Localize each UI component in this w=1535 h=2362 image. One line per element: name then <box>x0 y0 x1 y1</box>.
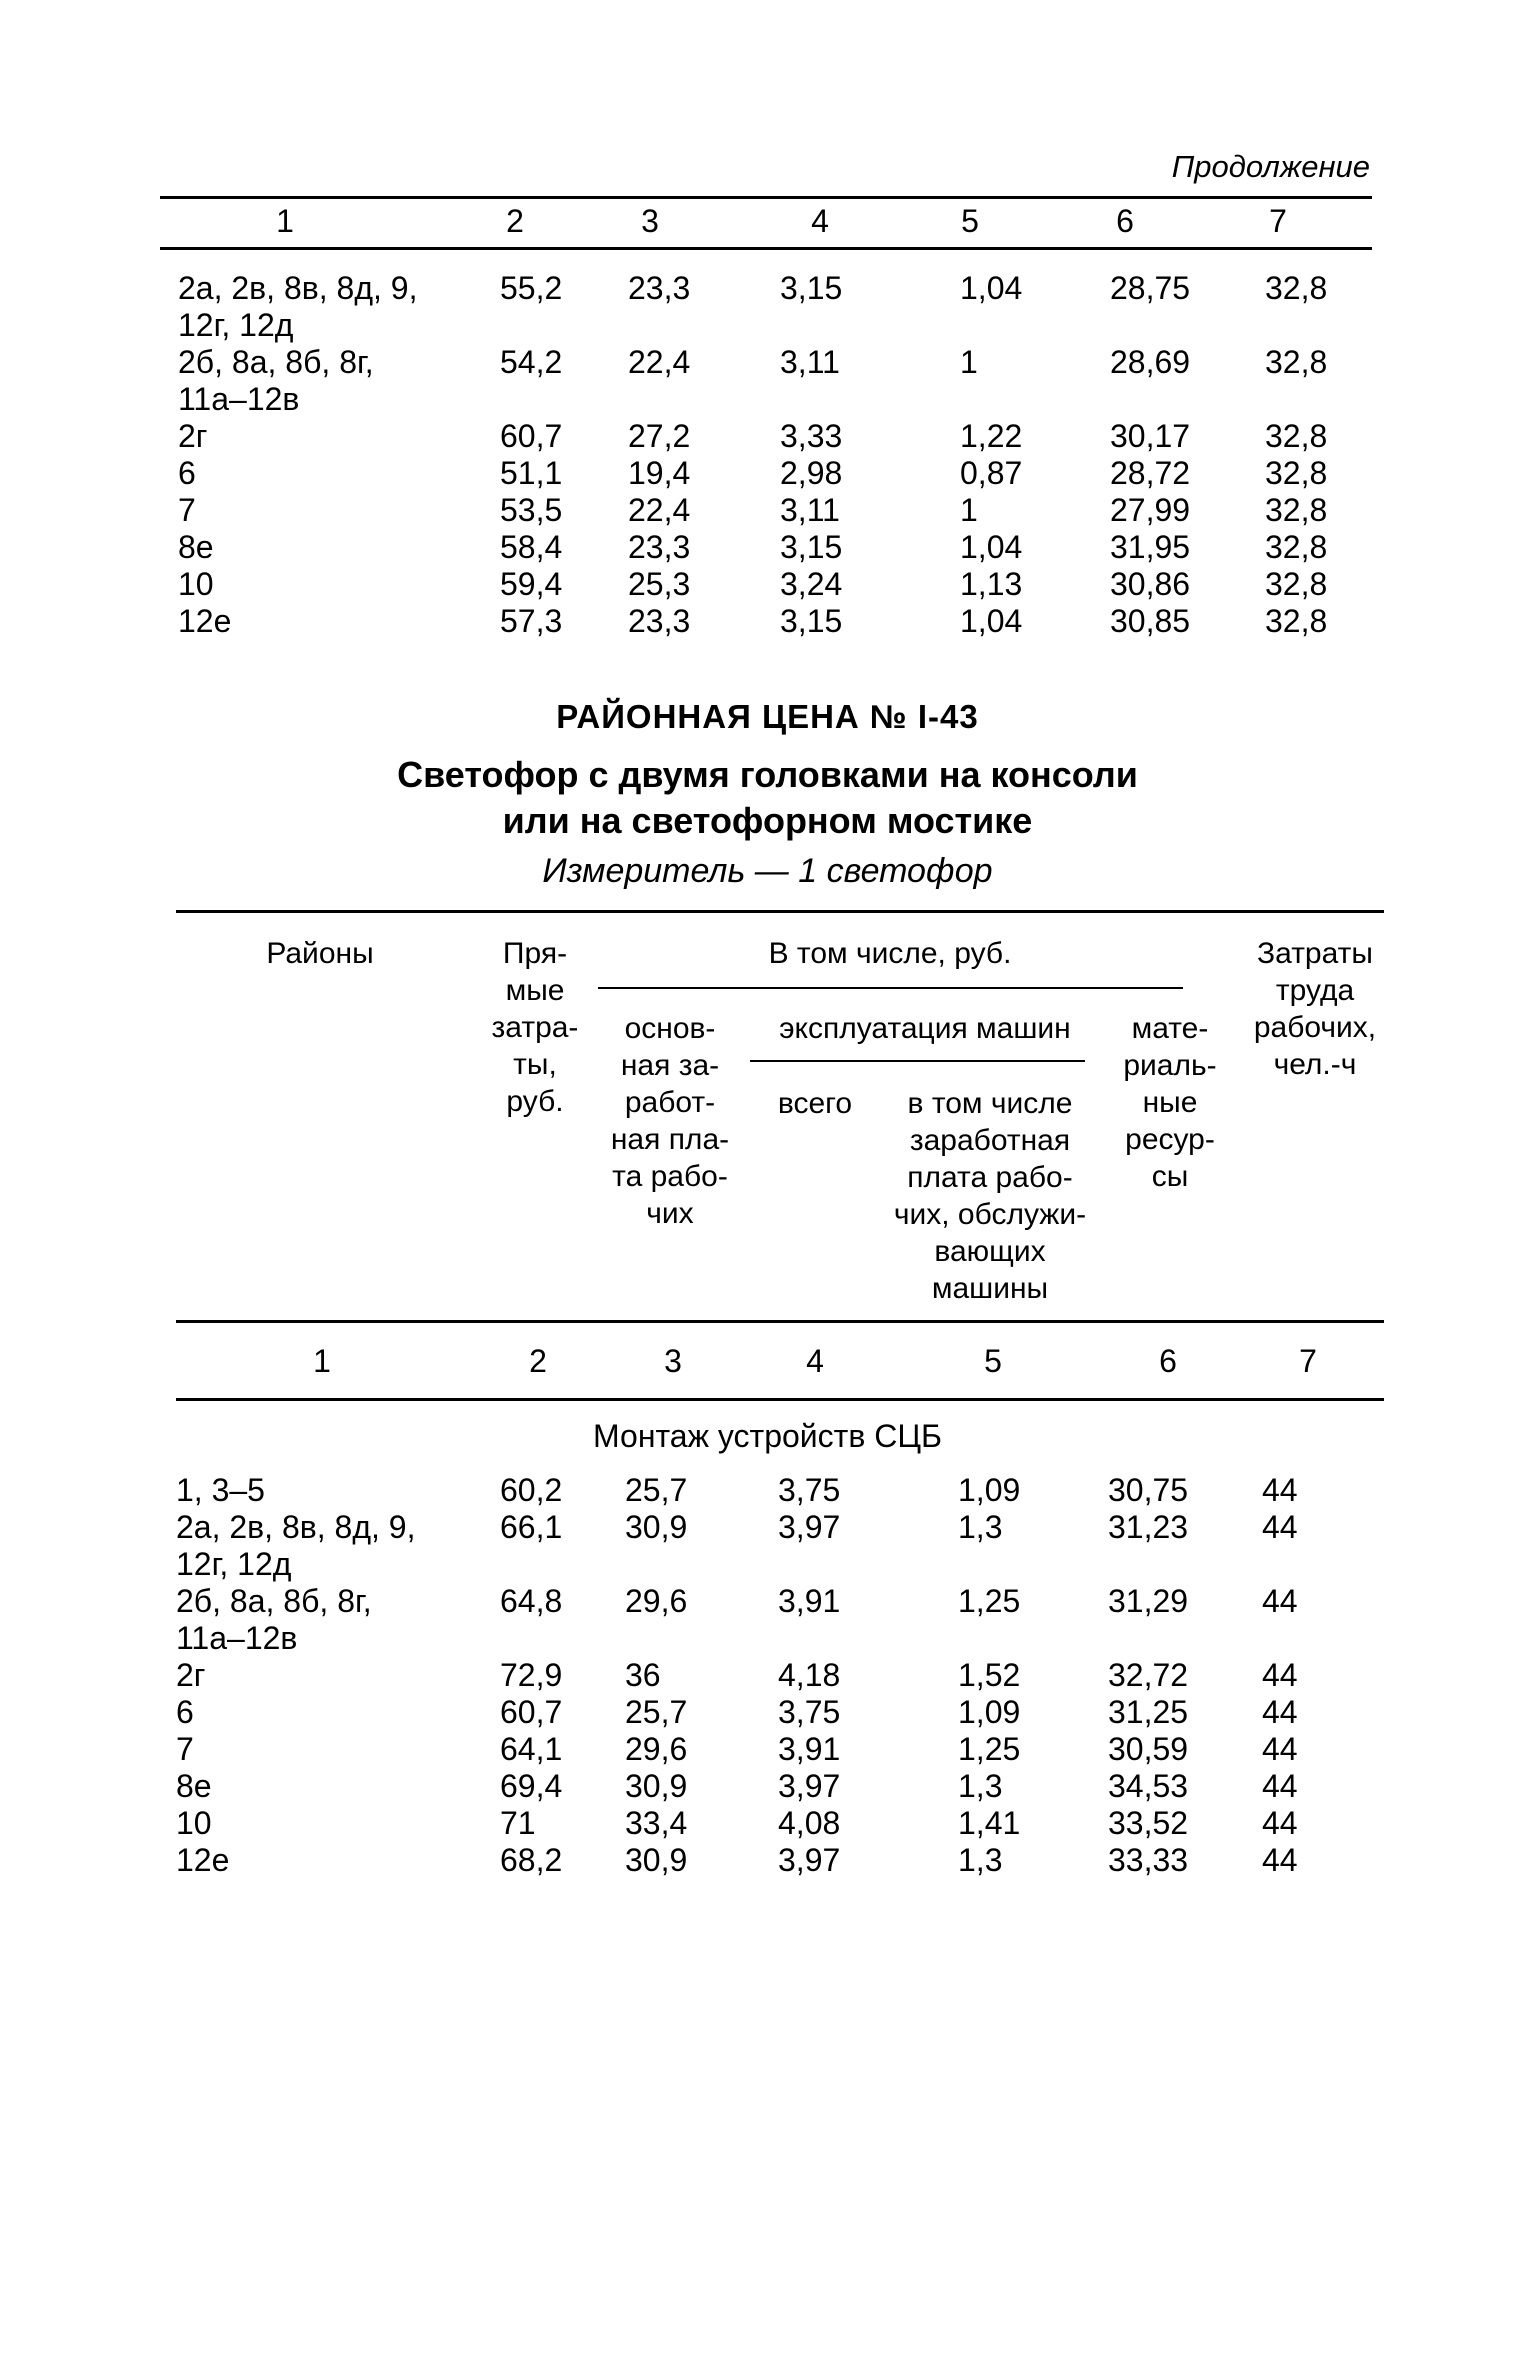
header-line: работ- <box>624 1086 716 1119</box>
value-cell: 22,4 <box>628 492 691 528</box>
value-cell: 25,7 <box>625 1694 688 1730</box>
value-cell: 1,3 <box>958 1509 1003 1545</box>
value-cell: 3,75 <box>778 1694 841 1730</box>
value-cell: 30,17 <box>1110 418 1191 454</box>
header-machine-rule <box>750 1060 1085 1062</box>
column-number: 4 <box>806 1343 824 1379</box>
value-cell: 3,91 <box>778 1731 841 1767</box>
value-cell: 4,18 <box>778 1657 841 1693</box>
value-cell: 55,2 <box>500 270 563 306</box>
header-line: ресур- <box>1125 1123 1215 1156</box>
group-label: Монтаж устройств СЦБ <box>593 1418 942 1454</box>
region-cell: 10 <box>176 1805 212 1841</box>
region-cell: 12е <box>178 603 232 639</box>
value-cell: 64,1 <box>500 1731 563 1767</box>
value-cell: 3,15 <box>780 529 843 565</box>
value-cell: 51,1 <box>500 455 563 491</box>
value-cell: 44 <box>1262 1805 1298 1841</box>
value-cell: 1,25 <box>958 1583 1021 1619</box>
value-cell: 1,3 <box>958 1768 1003 1804</box>
value-cell: 1,25 <box>958 1731 1021 1767</box>
value-cell: 59,4 <box>500 566 563 602</box>
value-cell: 0,87 <box>960 455 1023 491</box>
region-cell: 6 <box>178 455 196 491</box>
value-cell: 1,3 <box>958 1842 1003 1878</box>
value-cell: 44 <box>1262 1657 1298 1693</box>
value-cell: 25,7 <box>625 1472 688 1508</box>
value-cell: 60,7 <box>500 1694 563 1730</box>
header-line: машины <box>931 1272 1049 1305</box>
region-cell: 1, 3–5 <box>176 1472 265 1508</box>
section-title-line2: или на светофорном мостике <box>502 800 1033 841</box>
column-number: 6 <box>1116 203 1134 239</box>
header-line: сы <box>1151 1160 1189 1193</box>
value-cell: 2,98 <box>780 455 843 491</box>
header-including-rule <box>598 987 1183 989</box>
region-cell: 2г <box>178 418 208 454</box>
header-line: чих, обслужи- <box>893 1198 1087 1231</box>
value-cell: 31,23 <box>1108 1509 1189 1545</box>
value-cell: 44 <box>1262 1694 1298 1730</box>
section-title-line1: Светофор с двумя головками на консоли <box>397 754 1138 795</box>
column-number: 1 <box>313 1343 331 1379</box>
section-measure: Измеритель — 1 светофор <box>542 852 993 890</box>
value-cell: 32,8 <box>1265 492 1328 528</box>
header-line: руб. <box>506 1085 564 1118</box>
value-cell: 60,2 <box>500 1472 563 1508</box>
header-line: в том числе <box>907 1087 1073 1120</box>
value-cell: 32,8 <box>1265 603 1328 639</box>
header-line: чих <box>646 1197 694 1230</box>
value-cell: 28,69 <box>1110 344 1191 380</box>
value-cell: 71 <box>500 1805 536 1841</box>
value-cell: 30,86 <box>1110 566 1191 602</box>
header-total: всего <box>777 1087 853 1120</box>
header-line: рабочих, <box>1253 1011 1377 1044</box>
value-cell: 44 <box>1262 1768 1298 1804</box>
value-cell: 32,8 <box>1265 270 1328 306</box>
value-cell: 3,97 <box>778 1509 841 1545</box>
value-cell: 32,8 <box>1265 418 1328 454</box>
value-cell: 28,75 <box>1110 270 1191 306</box>
table1-header-rule <box>160 247 1372 250</box>
value-cell: 31,29 <box>1108 1583 1189 1619</box>
header-line: основ- <box>624 1012 716 1045</box>
value-cell: 29,6 <box>625 1583 688 1619</box>
value-cell: 23,3 <box>628 529 691 565</box>
value-cell: 32,8 <box>1265 455 1328 491</box>
column-number: 7 <box>1269 203 1287 239</box>
value-cell: 3,97 <box>778 1842 841 1878</box>
header-line: ты, <box>513 1048 557 1081</box>
header-line: чел.-ч <box>1273 1048 1357 1081</box>
value-cell: 3,15 <box>780 603 843 639</box>
region-cell: 11а–12в <box>176 1620 298 1656</box>
value-cell: 22,4 <box>628 344 691 380</box>
value-cell: 1,22 <box>960 418 1023 454</box>
value-cell: 3,75 <box>778 1472 841 1508</box>
region-cell: 12г, 12д <box>178 307 294 343</box>
value-cell: 23,3 <box>628 270 691 306</box>
value-cell: 1,13 <box>960 566 1023 602</box>
header-machine-ops: эксплуатация машин <box>779 1012 1071 1045</box>
column-number: 6 <box>1159 1343 1177 1379</box>
header-line: ная пла- <box>610 1123 730 1156</box>
value-cell: 32,8 <box>1265 566 1328 602</box>
region-cell: 11а–12в <box>178 381 300 417</box>
region-cell: 2а, 2в, 8в, 8д, 9, <box>178 270 418 306</box>
value-cell: 27,99 <box>1110 492 1191 528</box>
value-cell: 23,3 <box>628 603 691 639</box>
column-number: 4 <box>811 203 829 239</box>
value-cell: 1,52 <box>958 1657 1021 1693</box>
value-cell: 44 <box>1262 1731 1298 1767</box>
value-cell: 30,9 <box>625 1768 688 1804</box>
header-line: та рабо- <box>612 1160 728 1193</box>
value-cell: 36 <box>625 1657 661 1693</box>
value-cell: 1,09 <box>958 1472 1021 1508</box>
value-cell: 58,4 <box>500 529 563 565</box>
value-cell: 30,75 <box>1108 1472 1189 1508</box>
value-cell: 44 <box>1262 1472 1298 1508</box>
value-cell: 1 <box>960 492 978 528</box>
value-cell: 34,53 <box>1108 1768 1189 1804</box>
header-line: ные <box>1142 1086 1198 1119</box>
column-number: 5 <box>961 203 979 239</box>
header-line: затра- <box>491 1011 579 1044</box>
value-cell: 3,15 <box>780 270 843 306</box>
table2-numbers-rule <box>176 1398 1384 1401</box>
value-cell: 1,04 <box>960 270 1023 306</box>
value-cell: 64,8 <box>500 1583 563 1619</box>
header-line: заработная <box>909 1124 1071 1157</box>
header-line: риаль- <box>1123 1049 1217 1082</box>
header-line: вающих <box>934 1235 1046 1268</box>
region-cell: 2б, 8а, 8б, 8г, <box>176 1583 372 1619</box>
value-cell: 72,9 <box>500 1657 563 1693</box>
value-cell: 33,33 <box>1108 1842 1189 1878</box>
header-regions: Районы <box>266 937 374 970</box>
value-cell: 1,41 <box>958 1805 1021 1841</box>
column-number: 5 <box>984 1343 1002 1379</box>
value-cell: 33,4 <box>625 1805 688 1841</box>
section-heading: РАЙОННАЯ ЦЕНА № I-43 <box>556 698 979 735</box>
header-line: ная за- <box>620 1049 720 1082</box>
value-cell: 66,1 <box>500 1509 563 1545</box>
value-cell: 31,25 <box>1108 1694 1189 1730</box>
value-cell: 1,09 <box>958 1694 1021 1730</box>
region-cell: 2б, 8а, 8б, 8г, <box>178 344 374 380</box>
column-number: 3 <box>641 203 659 239</box>
value-cell: 32,8 <box>1265 529 1328 565</box>
value-cell: 3,24 <box>780 566 843 602</box>
table1-top-rule <box>160 196 1372 199</box>
value-cell: 3,33 <box>780 418 843 454</box>
header-line: мые <box>505 974 565 1007</box>
column-number: 2 <box>529 1343 547 1379</box>
region-cell: 2а, 2в, 8в, 8д, 9, <box>176 1509 416 1545</box>
header-line: мате- <box>1131 1012 1209 1045</box>
value-cell: 4,08 <box>778 1805 841 1841</box>
value-cell: 30,9 <box>625 1842 688 1878</box>
value-cell: 68,2 <box>500 1842 563 1878</box>
value-cell: 28,72 <box>1110 455 1191 491</box>
region-cell: 12е <box>176 1842 230 1878</box>
value-cell: 57,3 <box>500 603 563 639</box>
value-cell: 30,85 <box>1110 603 1191 639</box>
value-cell: 32,72 <box>1108 1657 1189 1693</box>
value-cell: 3,91 <box>778 1583 841 1619</box>
value-cell: 1,04 <box>960 603 1023 639</box>
header-line: Затраты <box>1257 937 1373 970</box>
value-cell: 54,2 <box>500 344 563 380</box>
region-cell: 8е <box>176 1768 212 1804</box>
value-cell: 19,4 <box>628 455 691 491</box>
column-number: 3 <box>664 1343 682 1379</box>
column-number: 2 <box>506 203 524 239</box>
header-including: В том числе, руб. <box>768 937 1012 970</box>
table2-top-rule <box>176 910 1384 913</box>
value-cell: 27,2 <box>628 418 691 454</box>
header-line: плата рабо- <box>907 1161 1073 1194</box>
value-cell: 25,3 <box>628 566 691 602</box>
table2-header-rule <box>176 1320 1384 1323</box>
value-cell: 33,52 <box>1108 1805 1189 1841</box>
region-cell: 6 <box>176 1694 194 1730</box>
value-cell: 30,9 <box>625 1509 688 1545</box>
value-cell: 1,04 <box>960 529 1023 565</box>
continuation-label: Продолжение <box>1171 149 1370 184</box>
value-cell: 53,5 <box>500 492 563 528</box>
value-cell: 60,7 <box>500 418 563 454</box>
value-cell: 3,97 <box>778 1768 841 1804</box>
column-number: 7 <box>1299 1343 1317 1379</box>
region-cell: 7 <box>178 492 196 528</box>
region-cell: 2г <box>176 1657 206 1693</box>
region-cell: 8е <box>178 529 214 565</box>
value-cell: 29,6 <box>625 1731 688 1767</box>
header-line: Пря- <box>502 937 568 970</box>
region-cell: 7 <box>176 1731 194 1767</box>
value-cell: 3,11 <box>780 344 840 380</box>
region-cell: 12г, 12д <box>176 1546 292 1582</box>
value-cell: 44 <box>1262 1842 1298 1878</box>
value-cell: 3,11 <box>780 492 840 528</box>
value-cell: 1 <box>960 344 978 380</box>
value-cell: 32,8 <box>1265 344 1328 380</box>
region-cell: 10 <box>178 566 214 602</box>
header-line: труда <box>1275 974 1355 1007</box>
value-cell: 31,95 <box>1110 529 1191 565</box>
value-cell: 44 <box>1262 1509 1298 1545</box>
column-number: 1 <box>276 203 294 239</box>
value-cell: 69,4 <box>500 1768 563 1804</box>
value-cell: 30,59 <box>1108 1731 1189 1767</box>
value-cell: 44 <box>1262 1583 1298 1619</box>
